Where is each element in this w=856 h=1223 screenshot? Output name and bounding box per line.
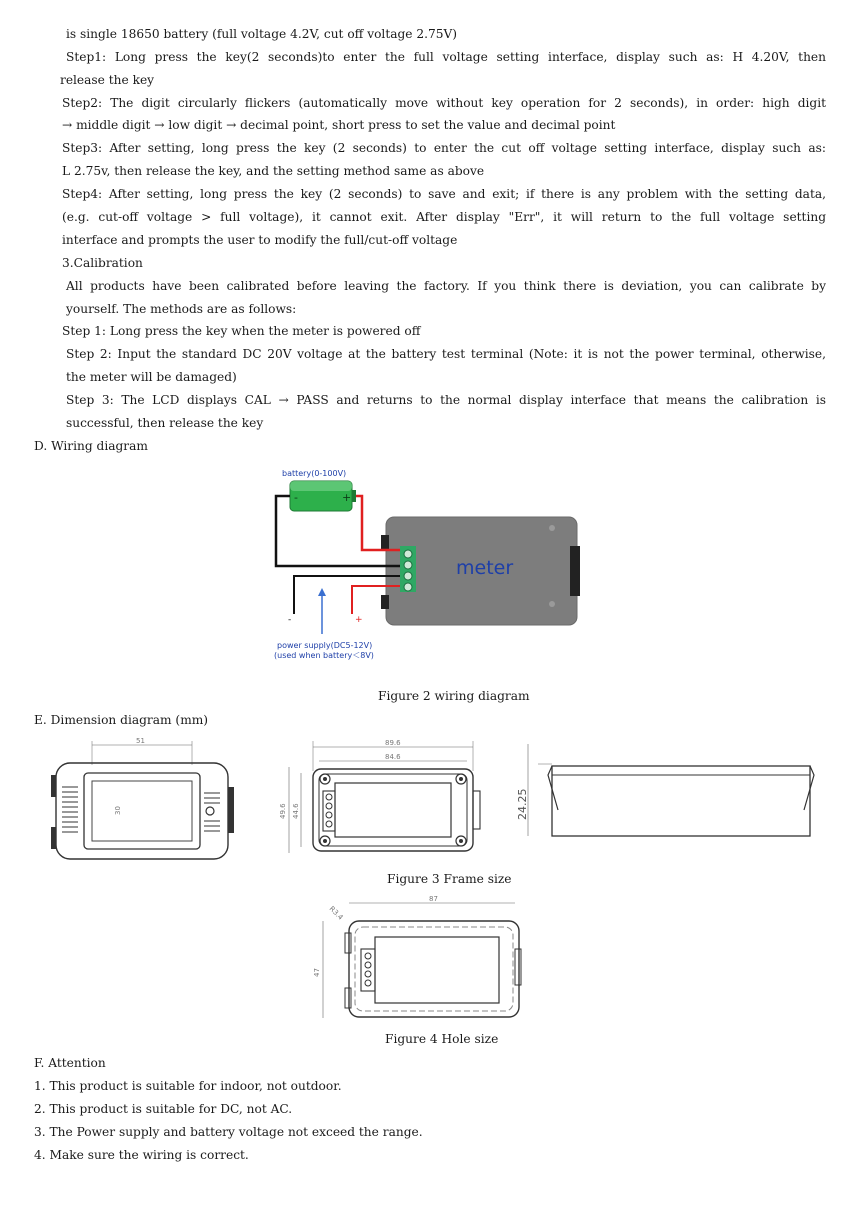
calibration-step3-line1: Step 3: The LCD displays CAL → PASS and returns to the normal display interface that means the calibration is bbox=[66, 393, 826, 407]
dimension-heading: E. Dimension diagram (mm) bbox=[34, 713, 209, 727]
step3-line1: Step3: After setting, long press the key (2 seconds) to enter the cut off voltage setting interface, display such as: bbox=[62, 141, 826, 155]
dim-89-6: 89.6 bbox=[385, 739, 401, 747]
back-view-drawing bbox=[275, 735, 490, 865]
hole-size-drawing bbox=[305, 893, 530, 1028]
figure3-caption: Figure 3 Frame size bbox=[387, 872, 512, 886]
dim-44-6: 44.6 bbox=[292, 803, 300, 819]
dim-24-25: 24.25 bbox=[516, 788, 529, 820]
calibration-intro-2: yourself. The methods are as follows: bbox=[66, 302, 297, 316]
figure4-caption: Figure 4 Hole size bbox=[385, 1032, 499, 1046]
calibration-step1: Step 1: Long press the key when the meter is powered off bbox=[62, 324, 421, 338]
step2-line1: Step2: The digit circularly flickers (automatically move without key operation for 2 seconds), in order: high digit bbox=[62, 96, 826, 110]
calibration-step2-line2: the meter will be damaged) bbox=[66, 370, 237, 384]
calibration-intro-1: All products have been calibrated before leaving the factory. If you think there is deviation, you can calibrate by bbox=[66, 279, 826, 293]
dim-30: 30 bbox=[114, 806, 122, 815]
step3-line2: L 2.75v, then release the key, and the setting method same as above bbox=[62, 164, 485, 178]
side-view-drawing bbox=[512, 740, 817, 840]
dim-51: 51 bbox=[136, 737, 145, 745]
calibration-heading: 3.Calibration bbox=[62, 256, 143, 270]
step4-line3: interface and prompts the user to modify the full/cut-off voltage bbox=[62, 233, 458, 247]
attention-item-2: 2. This product is suitable for DC, not AC. bbox=[34, 1102, 293, 1116]
calibration-step3-line2: successful, then release the key bbox=[66, 416, 264, 430]
supply-plus: + bbox=[355, 615, 363, 625]
dim-r3-4: R3.4 bbox=[327, 904, 345, 922]
attention-item-3: 3. The Power supply and battery voltage not exceed the range. bbox=[34, 1125, 423, 1139]
attention-item-4: 4. Make sure the wiring is correct. bbox=[34, 1148, 249, 1162]
svg-text:+: + bbox=[342, 491, 352, 504]
battery-label: battery(0-100V) bbox=[282, 469, 347, 478]
step2-line2: → middle digit → low digit → decimal point, short press to set the value and decimal point bbox=[62, 118, 616, 132]
step4-line2: (e.g. cut-off voltage > full voltage), it cannot exit. After display "Err", it will return to the full voltage setting bbox=[62, 210, 826, 224]
meter-label: meter bbox=[456, 557, 514, 579]
figure2-caption: Figure 2 wiring diagram bbox=[378, 689, 530, 703]
step1-line2: release the key bbox=[60, 73, 155, 87]
dim-87: 87 bbox=[429, 895, 438, 903]
attention-item-1: 1. This product is suitable for indoor, not outdoor. bbox=[34, 1079, 342, 1093]
step4-line1: Step4: After setting, long press the key (2 seconds) to save and exit; if there is any problem with the setting data, bbox=[62, 187, 826, 201]
attention-heading: F. Attention bbox=[34, 1056, 106, 1070]
supply-label-2: (used when battery＜8V) bbox=[274, 651, 374, 660]
dim-47: 47 bbox=[313, 968, 321, 977]
calibration-step2-line1: Step 2: Input the standard DC 20V voltage at the battery test terminal (Note: it is not the power terminal, otherwise, bbox=[66, 347, 826, 361]
supply-minus: - bbox=[288, 615, 292, 625]
supply-label-1: power supply(DC5-12V) bbox=[277, 641, 373, 650]
dim-49-6: 49.6 bbox=[279, 803, 287, 819]
wiring-diagram bbox=[260, 462, 600, 672]
wiring-heading: D. Wiring diagram bbox=[34, 439, 148, 453]
dim-84-6: 84.6 bbox=[385, 753, 401, 761]
svg-text:-: - bbox=[294, 491, 298, 504]
step1-line1: Step1: Long press the key(2 seconds)to enter the full voltage setting interface, display such as: H 4.20V, then bbox=[66, 50, 826, 64]
setting-intro: is single 18650 battery (full voltage 4.2V, cut off voltage 2.75V) bbox=[66, 27, 458, 41]
front-view-drawing bbox=[48, 735, 238, 865]
